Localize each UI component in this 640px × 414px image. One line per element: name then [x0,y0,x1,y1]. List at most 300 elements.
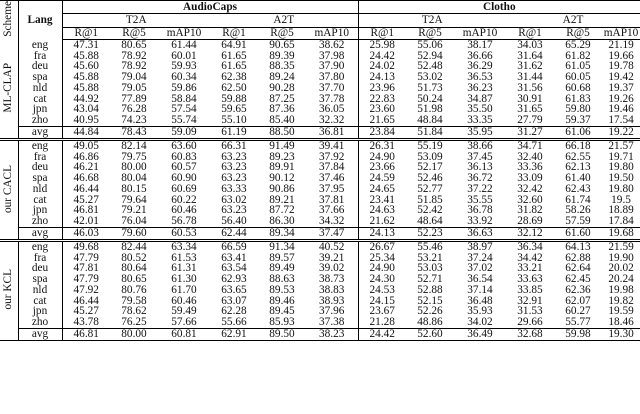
value-cell: 33.92 [467,216,493,228]
value-cell: 25.98 [369,39,395,51]
value-cell: 66.31 [210,139,258,151]
value-cell: 24.59 [369,173,395,184]
value-cell: 21.59 [602,240,640,252]
value-cell: 89.45 [269,306,295,318]
value-cell: 62.55 [565,151,591,163]
value-cell: 90.86 [269,183,295,195]
value-cell: 32.91 [517,295,543,307]
lang-cell: eng [18,240,62,252]
value-cell: 52.15 [417,295,443,307]
value-cell: 37.96 [306,306,358,317]
value-cell: 55.74 [171,115,197,127]
table-row [0,173,640,184]
value-cell: 33.36 [517,162,543,174]
value-cell: 55.66 [221,317,247,329]
value-cell: 40.95 [73,115,99,127]
direction-header: T2A [62,14,210,27]
value-cell: 63.33 [221,183,247,195]
value-cell: 58.26 [565,205,591,217]
value-cell: 37.66 [306,205,358,216]
metric-header: R@1 [210,27,258,39]
value-cell: 76.25 [121,317,147,329]
avg-row [0,126,640,139]
value-cell: 37.22 [467,183,493,195]
value-cell: 60.69 [171,183,197,195]
value-cell: 61.65 [221,50,247,62]
value-cell: 60.83 [171,151,197,163]
value-cell: 35.50 [467,104,493,116]
value-cell: 24.65 [369,183,395,195]
value-cell: 90.65 [269,39,295,51]
avg-value-cell: 24.42 [358,328,406,340]
value-cell: 52.48 [417,61,443,73]
value-cell: 55.46 [406,240,454,252]
value-cell: 19.50 [608,173,634,184]
value-cell: 87.36 [269,104,295,116]
value-cell: 89.49 [269,263,295,275]
value-cell: 19.46 [608,104,634,116]
avg-value-cell: 61.60 [554,227,602,240]
value-cell: 35.93 [467,306,493,318]
avg-value-cell: 31.27 [506,126,554,139]
value-cell: 21.62 [369,216,395,228]
value-cell: 79.21 [121,205,147,217]
avg-value-cell: 89.34 [258,227,306,240]
value-cell: 19.80 [608,183,634,195]
lang-cell: zho [18,115,62,126]
lang-cell: fra [18,152,62,163]
value-cell: 45.60 [73,61,99,73]
value-cell: 19.98 [608,284,634,296]
avg-value-cell: 36.81 [306,126,358,139]
value-cell: 63.23 [221,162,247,174]
value-cell: 56.40 [221,216,247,228]
lang-cell: spa [18,72,62,83]
value-cell: 26.67 [358,240,406,252]
value-cell: 19.66 [608,50,634,62]
value-cell: 19.59 [608,306,634,318]
value-cell: 46.68 [73,173,99,184]
value-cell: 25.34 [369,252,395,264]
value-cell: 31.53 [517,306,543,318]
value-cell: 31.65 [517,104,543,116]
avg-value-cell: 61.19 [210,126,258,139]
avg-value-cell: 51.84 [406,126,454,139]
value-cell: 28.69 [517,216,543,228]
value-cell: 63.23 [221,205,247,217]
value-cell: 63.23 [221,173,247,184]
lang-cell: jpn [18,205,62,216]
value-cell: 59.65 [221,104,247,116]
value-cell: 24.63 [369,205,395,217]
value-cell: 80.00 [121,162,147,174]
value-cell: 62.88 [565,252,591,264]
value-cell: 36.23 [467,82,493,94]
lang-cell: avg [18,328,62,340]
value-cell: 27.79 [517,115,543,127]
value-cell: 62.45 [565,274,591,285]
avg-row [0,328,640,340]
value-cell: 61.74 [565,194,591,206]
value-cell: 58.84 [171,93,197,105]
value-cell: 35.55 [467,194,493,206]
value-cell: 23.66 [369,162,395,174]
value-cell: 53.09 [417,151,443,163]
value-cell: 57.59 [565,216,591,228]
value-cell: 18.89 [608,205,634,217]
value-cell: 37.46 [306,173,358,184]
avg-value-cell: 78.43 [110,126,158,139]
avg-value-cell: 44.84 [62,126,110,139]
value-cell: 52.42 [417,205,443,217]
value-cell: 63.23 [221,151,247,163]
value-cell: 20.24 [608,274,634,285]
metric-header: mAP10 [306,27,358,39]
value-cell: 45.88 [73,50,99,62]
value-cell: 38.97 [454,240,506,252]
value-cell: 34.42 [517,252,543,264]
avg-value-cell: 46.03 [62,227,110,240]
value-cell: 24.02 [369,61,395,73]
value-cell: 49.68 [62,240,110,252]
scheme-label: ML-CLAP [0,39,18,139]
value-cell: 32.60 [517,194,543,206]
value-cell: 88.35 [269,61,295,73]
value-cell: 62.07 [565,295,591,307]
lang-cell: avg [18,126,62,139]
value-cell: 63.54 [221,263,247,275]
avg-value-cell: 23.84 [358,126,406,139]
value-cell: 39.02 [306,263,358,274]
table-row [0,285,640,296]
value-cell: 66.59 [210,240,258,252]
value-cell: 78.62 [121,306,147,318]
avg-value-cell: 52.60 [406,328,454,340]
value-cell: 60.34 [171,72,197,83]
direction-header: A2T [210,14,358,27]
avg-value-cell: 88.50 [258,126,306,139]
value-cell: 34.32 [306,216,358,227]
value-cell: 63.34 [158,240,210,252]
metric-header: mAP10 [454,27,506,39]
value-cell: 87.72 [269,205,295,217]
value-cell: 24.13 [369,72,395,83]
scheme-label: our KCL [0,240,18,340]
value-cell: 34.71 [506,139,554,151]
value-cell: 51.98 [417,104,443,116]
table-row [0,306,640,317]
table-row [0,216,640,227]
value-cell: 52.94 [417,50,443,62]
avg-value-cell: 59.98 [554,328,602,340]
value-cell: 39.41 [306,139,358,151]
metric-header: mAP10 [603,27,639,39]
value-cell: 24.30 [369,274,395,285]
value-cell: 36.34 [506,240,554,252]
value-cell: 57.66 [171,317,197,329]
lang-cell: spa [18,173,62,184]
value-cell: 62.93 [221,274,247,285]
value-cell: 55.19 [406,139,454,151]
value-cell: 47.79 [73,274,99,285]
value-cell: 52.26 [417,306,443,318]
value-cell: 46.81 [73,205,99,217]
lang-cell: spa [18,274,62,285]
avg-value-cell: 35.95 [454,126,506,139]
value-cell: 38.83 [306,285,358,296]
lang-header: Lang [18,1,62,40]
table-row [0,39,640,50]
value-cell: 46.44 [73,295,99,307]
value-cell: 62.28 [221,306,247,318]
table-row [0,94,640,105]
value-cell: 91.34 [258,240,306,252]
value-cell: 33.21 [517,263,543,275]
value-cell: 31.44 [517,72,543,83]
table-row [0,72,640,83]
value-cell: 36.05 [306,104,358,115]
value-cell: 55.06 [417,39,443,51]
value-cell: 38.62 [306,39,358,50]
lang-cell: fra [18,51,62,62]
value-cell: 61.44 [171,39,197,51]
value-cell: 21.19 [608,39,634,51]
value-cell: 86.30 [269,216,295,228]
value-cell: 36.48 [467,295,493,307]
value-cell: 62.36 [565,284,591,296]
value-cell: 37.90 [306,61,358,72]
value-cell: 17.84 [608,216,634,228]
value-cell: 21.65 [369,115,395,127]
value-cell: 32.32 [306,115,358,126]
lang-cell: deu [18,263,62,274]
table-row [0,104,640,115]
lang-cell: cat [18,296,62,307]
value-cell: 60.46 [171,205,197,217]
value-cell: 36.72 [467,173,493,184]
value-cell: 37.78 [306,94,358,105]
value-cell: 37.80 [306,72,358,83]
value-cell: 19.71 [608,151,634,163]
value-cell: 34.03 [517,39,543,51]
value-cell: 91.49 [258,139,306,151]
value-cell: 19.80 [608,162,634,174]
value-cell: 80.65 [121,274,147,285]
value-cell: 23.96 [369,82,395,94]
value-cell: 89.53 [269,284,295,296]
value-cell: 50.24 [417,93,443,105]
value-cell: 52.17 [417,162,443,174]
table-row [0,263,640,274]
value-cell: 64.13 [554,240,602,252]
value-cell: 38.17 [467,39,493,51]
value-cell: 19.78 [608,61,634,73]
direction-header: T2A [358,14,506,27]
avg-value-cell: 36.49 [454,328,506,340]
value-cell: 90.12 [269,173,295,184]
value-cell: 60.01 [171,50,197,62]
avg-value-cell: 36.63 [454,227,506,240]
value-cell: 61.05 [565,61,591,73]
avg-value-cell: 46.81 [62,328,110,340]
value-cell: 36.13 [467,162,493,174]
value-cell: 52.71 [417,274,443,285]
value-cell: 79.05 [121,82,147,94]
value-cell: 40.52 [306,240,358,252]
value-cell: 45.27 [73,306,99,318]
value-cell: 47.81 [73,263,99,275]
lang-cell: jpn [18,104,62,115]
value-cell: 37.98 [306,51,358,62]
lang-cell: fra [18,253,62,264]
avg-value-cell: 62.44 [210,227,258,240]
value-cell: 63.65 [221,284,247,296]
value-cell: 43.04 [73,104,99,116]
value-cell: 60.46 [171,295,197,307]
value-cell: 76.04 [121,216,147,228]
value-cell: 63.02 [221,194,247,206]
value-cell: 59.93 [171,61,197,73]
table-row [0,205,640,216]
value-cell: 61.53 [171,252,197,264]
value-cell: 59.86 [171,82,197,94]
value-cell: 55.10 [221,115,247,127]
avg-value-cell: 32.12 [506,227,554,240]
lang-cell: eng [18,139,62,151]
value-cell: 89.39 [269,50,295,62]
table-row [0,317,640,328]
value-cell: 34.87 [467,93,493,105]
metric-header: R@5 [406,27,454,39]
value-cell: 37.81 [306,195,358,206]
value-cell: 23.67 [369,306,395,318]
value-cell: 37.45 [467,151,493,163]
value-cell: 62.38 [221,72,247,83]
value-cell: 64.91 [221,39,247,51]
value-cell: 42.01 [73,216,99,228]
value-cell: 24.42 [369,50,395,62]
value-cell: 61.83 [565,93,591,105]
value-cell: 90.28 [269,82,295,94]
value-cell: 62.43 [565,183,591,195]
value-cell: 63.07 [221,295,247,307]
avg-value-cell: 89.50 [258,328,306,340]
value-cell: 60.90 [171,173,197,184]
value-cell: 89.23 [269,151,295,163]
value-cell: 19.5 [611,194,631,206]
avg-value-cell: 32.68 [506,328,554,340]
table-row [0,51,640,62]
value-cell: 46.21 [73,162,99,174]
value-cell: 74.23 [121,115,147,127]
value-cell: 49.05 [62,139,110,151]
table-row [0,240,640,252]
table-row [0,115,640,126]
value-cell: 79.58 [121,295,147,307]
metric-header: R@5 [554,27,602,39]
value-cell: 24.90 [369,151,395,163]
value-cell: 19.82 [608,295,634,307]
value-cell: 26.31 [358,139,406,151]
metric-header: R@5 [258,27,306,39]
lang-cell: zho [18,216,62,227]
lang-cell: cat [18,94,62,105]
value-cell: 37.70 [306,83,358,94]
value-cell: 61.40 [565,173,591,184]
dataset-audiocaps-header: AudioCaps [62,1,358,14]
value-cell: 80.76 [121,284,147,296]
value-cell: 31.56 [517,82,543,94]
lang-cell: avg [18,227,62,240]
value-cell: 20.02 [608,263,634,275]
value-cell: 32.40 [517,151,543,163]
value-cell: 21.28 [369,317,395,329]
value-cell: 38.66 [454,139,506,151]
value-cell: 47.31 [73,39,99,51]
value-cell: 19.90 [608,252,634,264]
lang-cell: zho [18,317,62,328]
metric-header: R@1 [358,27,406,39]
value-cell: 45.88 [73,82,99,94]
value-cell: 19.26 [608,93,634,105]
metric-header: R@1 [62,27,110,39]
value-cell: 61.65 [221,61,247,73]
value-cell: 38.73 [306,274,358,285]
value-cell: 57.54 [171,104,197,116]
value-cell: 36.66 [467,50,493,62]
value-cell: 88.63 [269,274,295,285]
value-cell: 79.64 [121,194,147,206]
lang-cell: nld [18,285,62,296]
value-cell: 89.57 [269,252,295,264]
value-cell: 89.91 [269,162,295,174]
value-cell: 65.29 [565,39,591,51]
value-cell: 37.02 [467,263,493,275]
value-cell: 37.14 [467,284,493,296]
lang-cell: cat [18,195,62,206]
value-cell: 80.64 [121,263,147,275]
scheme-label: our CACL [0,139,18,240]
table-row [0,184,640,195]
lang-cell: deu [18,162,62,173]
table-row [0,274,640,285]
value-cell: 63.41 [221,252,247,264]
table-row [0,162,640,173]
value-cell: 55.77 [565,317,591,329]
value-cell: 37.38 [306,317,358,328]
value-cell: 37.92 [306,152,358,163]
value-cell: 32.42 [517,183,543,195]
avg-value-cell: 60.81 [158,328,210,340]
value-cell: 79.75 [121,151,147,163]
table-row [0,195,640,206]
value-cell: 80.15 [121,183,147,195]
value-cell: 37.24 [467,252,493,264]
value-cell: 63.60 [158,139,210,151]
lang-cell: nld [18,184,62,195]
value-cell: 18.46 [608,317,634,329]
value-cell: 31.82 [517,205,543,217]
value-cell: 62.64 [565,263,591,275]
value-cell: 24.15 [369,295,395,307]
table-row [0,296,640,307]
direction-header: A2T [506,14,640,27]
avg-value-cell: 19.30 [602,328,640,340]
value-cell: 39.21 [306,253,358,264]
value-cell: 24.53 [369,284,395,296]
value-cell: 59.37 [565,115,591,127]
avg-value-cell: 38.23 [306,328,358,340]
